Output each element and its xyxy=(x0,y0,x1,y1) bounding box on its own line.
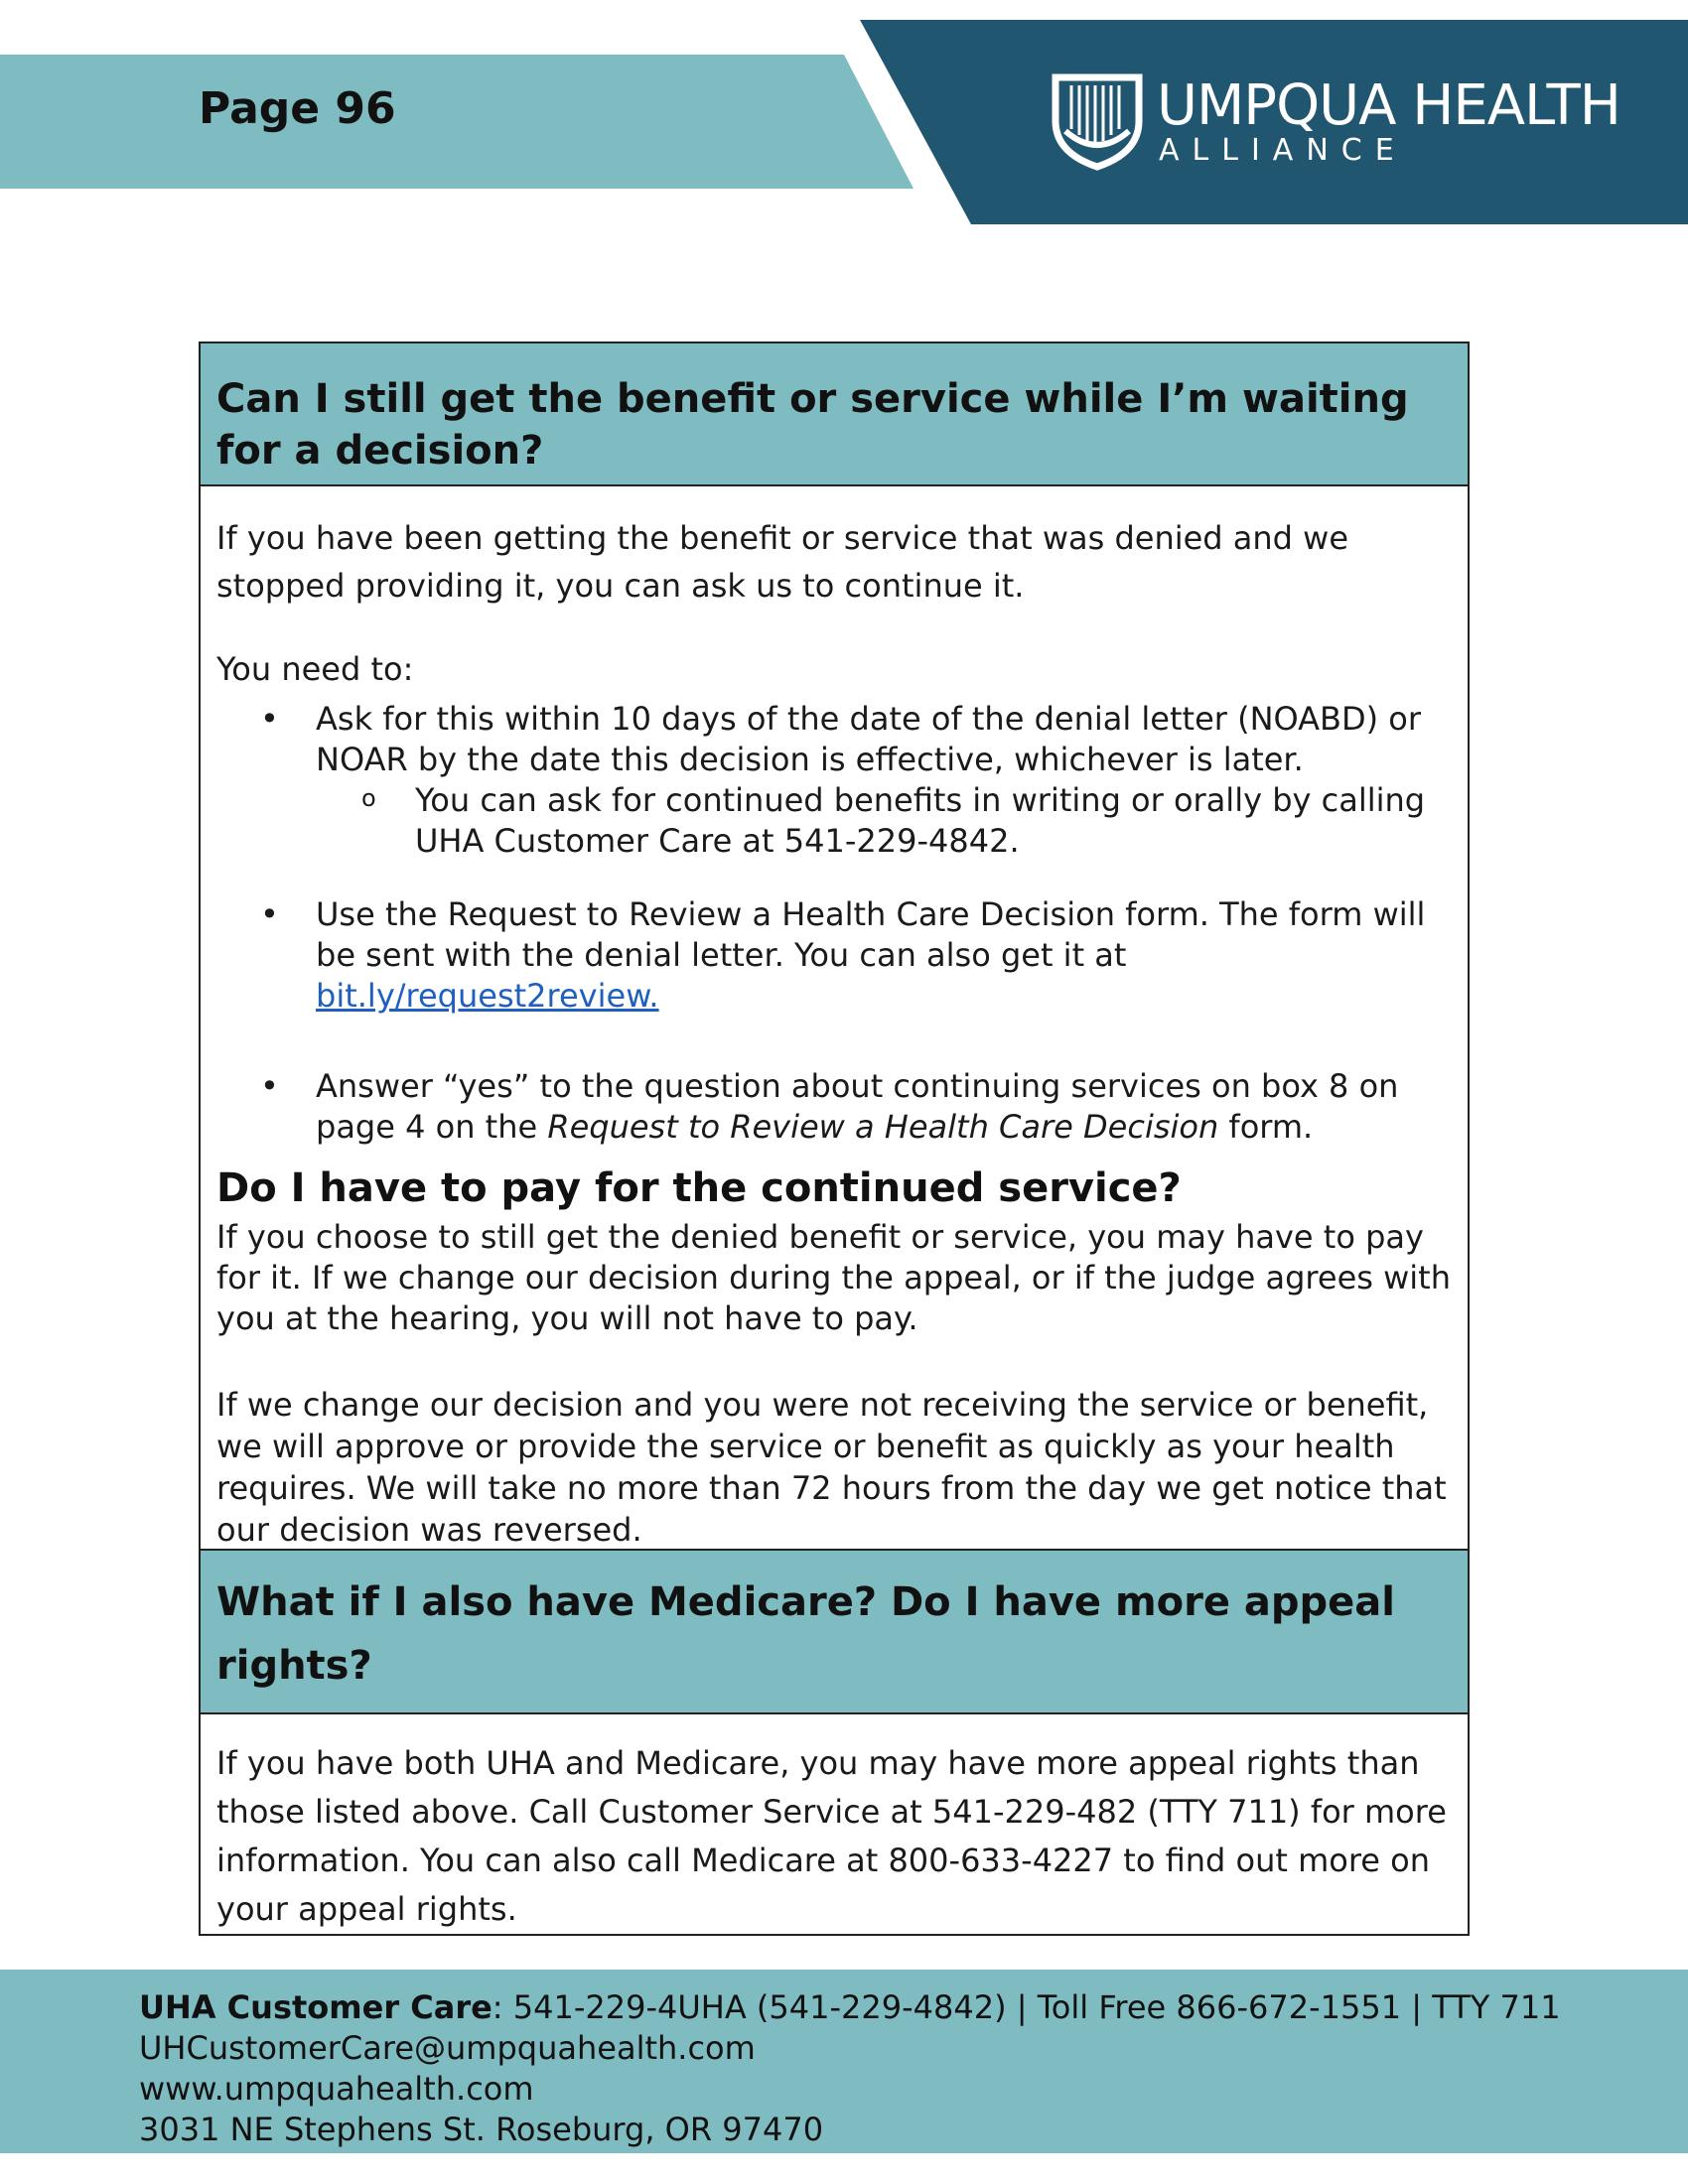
umpqua-logo xyxy=(1048,71,1643,181)
list-item-text: Use the Request to Review a Health Care Decision form. The form will be sent with the denial letter. You can also get it at xyxy=(316,895,1426,974)
section-header-medicare xyxy=(201,1549,1468,1714)
need-to-label: You need to: xyxy=(216,650,414,688)
circle-bullet-icon: o xyxy=(361,784,376,812)
footer-address: 3031 NE Stephens St. Roseburg, OR 97470 xyxy=(139,2111,824,2148)
list-item xyxy=(260,894,1452,1017)
request-review-link[interactable]: bit.ly/request2review. xyxy=(316,977,659,1015)
logo-subtitle: ALLIANCE xyxy=(1159,133,1407,168)
medicare-paragraph: If you have both UHA and Medicare, you may have more appeal rights than those listed above. Call Customer Service at 541-229-482 (TTY 711) for more information. You can also call Medicare at 800-633-4227 to find out more on your appeal rights. xyxy=(216,1744,1447,1928)
shield-logo-icon xyxy=(1048,71,1147,171)
list-item xyxy=(260,1066,1452,1148)
content-table xyxy=(199,341,1470,1936)
footer-care-label: UHA Customer Care xyxy=(139,1988,492,2026)
logo-brand-name: UMPQUA HEALTH xyxy=(1157,73,1620,138)
section-heading-medicare: What if I also have Medicare? Do I have more appeal rights? xyxy=(216,1579,1396,1689)
intro-paragraph: If you have been getting the benefit or service that was denied and we stopped providing it, you can ask us to continue it. xyxy=(216,519,1349,605)
form-name: Request to Review a Health Care Decision xyxy=(547,1108,1219,1146)
list-item-text: Ask for this within 10 days of the date of the denial letter (NOABD) or NOAR by the date this decision is effective, whichever is later. xyxy=(316,700,1422,778)
sub-list-item xyxy=(361,780,1454,862)
list-item-text-end: form. xyxy=(1228,1108,1314,1146)
header-light-band xyxy=(0,55,914,189)
page-number: Page 96 xyxy=(199,83,396,134)
bullet-icon: • xyxy=(260,700,279,738)
bullet-icon: • xyxy=(260,1067,279,1105)
sub-list-item-text: You can ask for continued benefits in writing or orally by calling UHA Customer Care at 541-229-4842. xyxy=(415,781,1426,860)
pay-heading: Do I have to pay for the continued service? xyxy=(216,1165,1182,1211)
footer-care-text: : 541-229-4UHA (541-229-4842) | Toll Free 866-672-1551 | TTY 711 xyxy=(492,1988,1561,2026)
footer xyxy=(0,1970,1688,2153)
pay-paragraph-2: If we change our decision and you were not receiving the service or benefit, we will approve or provide the service or benefit as quickly as your health requires. We will take no more than 72 hours from the day we get notice that our decision was reversed. xyxy=(216,1386,1447,1549)
list-item-text: Answer “yes” to the question about continuing services on box 8 on page 4 on the xyxy=(316,1067,1399,1146)
section-heading-continue: Can I still get the benefit or service while I’m waiting for a decision? xyxy=(216,376,1409,474)
section-header-continue xyxy=(201,343,1468,486)
footer-care-line xyxy=(139,1987,1561,2028)
list-item xyxy=(260,699,1452,780)
pay-paragraph-1: If you choose to still get the denied benefit or service, you may have to pay for it. If we change our decision during the appeal, or if the judge agrees with you at the hearing, you will not have to pay. xyxy=(216,1218,1451,1337)
footer-email[interactable]: UHCustomerCare@umpquahealth.com xyxy=(139,2029,756,2067)
bullet-icon: • xyxy=(260,895,279,933)
footer-website[interactable]: www.umpquahealth.com xyxy=(139,2070,534,2108)
